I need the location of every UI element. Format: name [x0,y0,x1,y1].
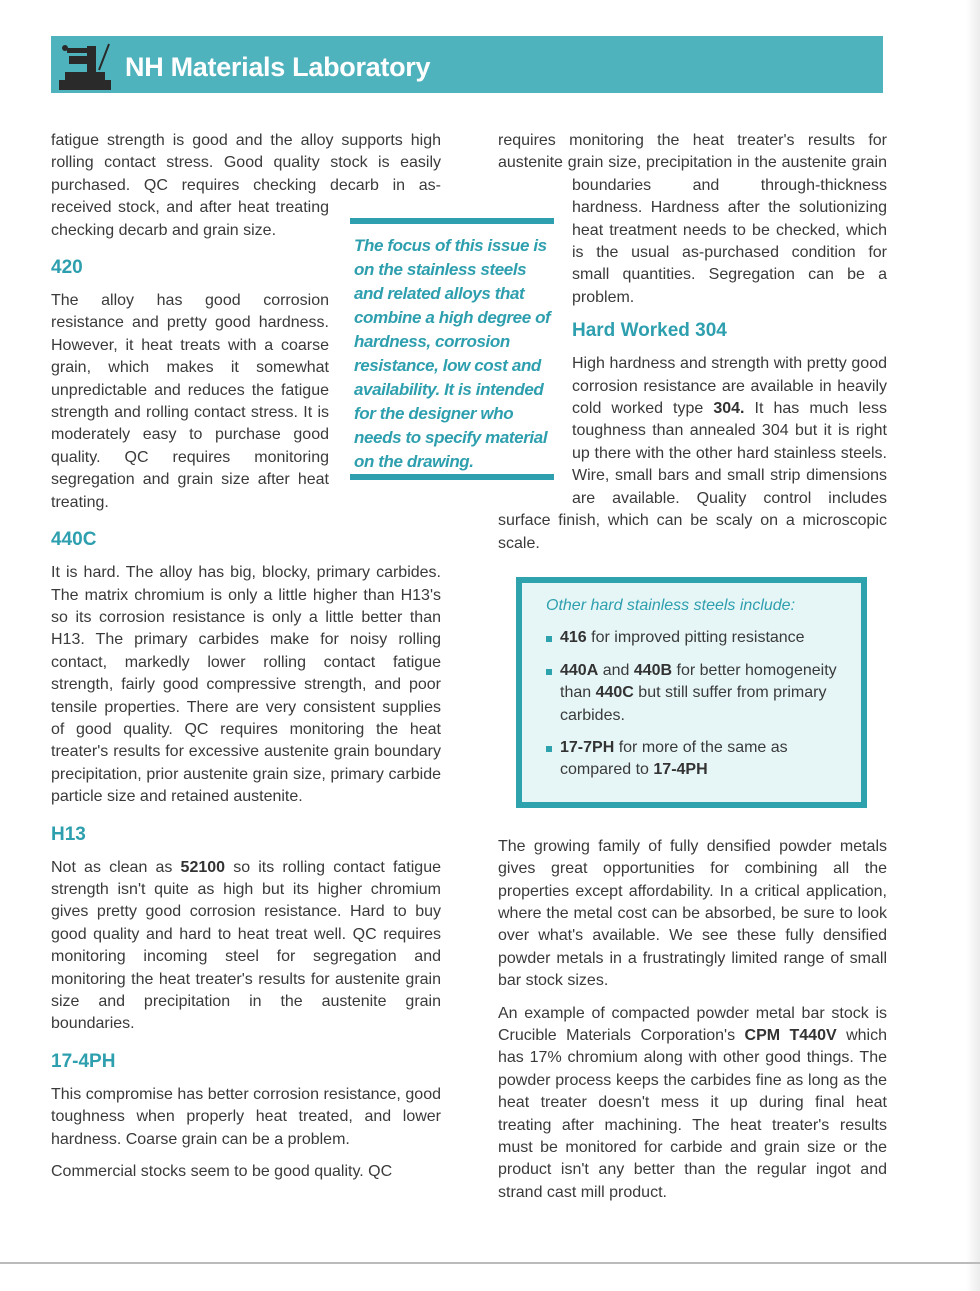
bold-text: 416 [560,629,587,647]
paragraph-440c: It is hard. The alloy has big, blocky, primary carbides. The matrix chromium is only a little higher than H13's so its corrosion resistance is only a little better than H13. The primary carbides make for noisy rolling contact, markedly lower rolling contact fatigue strength, fairly good compressive strength, and poor tensile properties. There are very consistent supplies of good quality. QC requires monitoring the heat treater's results for excessive austenite grain boundary precipitation, prior austenite grain size, primary carbide particle size and retained austenite. [51,564,441,806]
heading-17-4ph: 17-4PH [51,1050,116,1072]
paragraph-powder-metals: The growing family of fully densified powder metals gives great opportunities for combining all the properties except affordability. In a critical application, where the metal cost can be absorbed, be sure to look over what's available. We see these fully densified powder metals in a frustratingly limited range of small bar stock sizes. [498,837,887,990]
paragraph-example [498,1003,887,1205]
text: High hardness and strength with pretty good corrosion resistance are available in heavily cold worked type [572,355,887,418]
text: for better homogeneity than [560,661,837,702]
bold-text: 440B [633,661,673,679]
header-title: NH Materials Laboratory [125,52,431,82]
bold-text: 17-4PH [653,761,708,779]
bold-text: 440A [560,661,599,679]
paragraph-h13 [51,857,441,1036]
header-banner [51,36,883,93]
text: It has much less toughness than annealed 304 but it is right up there with the other hard stainless steels. Wire, small bars and small strip dimensions are available. Quality control includes surface finish, which can be scaly on a microscopic scale. [498,400,888,552]
bold-text: 440C [595,684,634,702]
square-bullet-icon [546,746,552,752]
microscope-icon [59,40,111,90]
paragraph-17-4ph: This compromise has better corrosion resistance, good toughness when properly heat treated, and lower hardness. Coarse grain can be a problem. [51,1085,441,1148]
paragraph-420: The alloy has good corrosion resistance and pretty good hardness. However, it heat treats with a coarse grain, which makes it somewhat unpredictable and reduces the fatigue strength and rolling contact stress. It is moderately easy to purchase good quality. QC requires monitoring segregation and grain size after heat treating. [51,292,329,511]
sidebar-box-title: Other hard stainless steels include: [546,596,796,614]
intro-paragraph: fatigue strength is good and the alloy supports high rolling contact stress. Good quality stock is easily purchased. QC requires checking decarb in as-received stock, and after heat treating checking decarb and grain size. [51,132,441,239]
text: An example of compacted powder metal bar stock is Crucible Materials Corporation's [498,1004,887,1044]
bold-text: 304. [713,400,745,418]
text: Not as clean as [51,858,181,876]
square-bullet-icon [546,669,552,675]
list-item [546,660,841,727]
paragraph-17-4ph-2: Commercial stocks seem to be good quality. QC [51,1163,393,1181]
intro-paragraph-right: requires monitoring the heat treater's results for austenite grain size, precipitation in the austenite grain boundaries and through-thickness hardness. Hardness after the solutionizing heat treatment needs to be checked, which is the usual as-purchased condition for small quantities. Segregation can be a problem. [498,132,887,306]
text: so its rolling contact fatigue strength isn't quite as high but its higher chromium gives pretty good corrosion resistance. Hard to buy good quality and hard to heat treat well. QC requires monitoring incoming steel for segregation and monitoring the heat treater's results for austenite grain size and precipitation in the austenite grain boundaries. [51,858,441,1033]
list-item [546,737,841,782]
text: and [598,661,634,679]
bold-text: CPM T440V [744,1027,837,1044]
text: for more of the same as compared to [560,738,788,779]
heading-h13: H13 [51,823,86,845]
sidebar-box [516,577,867,808]
page-bottom-edge [0,1262,980,1264]
heading-hard-worked-304: Hard Worked 304 [572,320,727,342]
text: but still suffer from primary carbides. [560,684,827,724]
bold-text: 52100 [180,858,226,876]
text: which has 17% chromium along with other good things. The powder process keeps the carbides fine as long as the heat treater doesn't mess it up during final heat treating after machining. The heat treater's results must be monitored for carbide and grain size or the product isn't any better than the regular ingot and strand cast mill product. [498,1027,887,1201]
page-edge [966,0,980,1291]
square-bullet-icon [546,636,552,642]
list-item [546,627,841,649]
heading-440c: 440C [51,529,97,551]
right-column [498,130,887,1214]
pull-quote-text: The focus of this issue is on the stainless steels and related alloys that combine a high degree of hardness, corrosion resistance, low cost and availability. It is intended for the designer who needs to specify material on the drawing. [354,236,551,471]
bold-text: 17-7PH [560,738,615,756]
heading-420: 420 [51,257,83,279]
text: for improved pitting resistance [586,629,805,647]
